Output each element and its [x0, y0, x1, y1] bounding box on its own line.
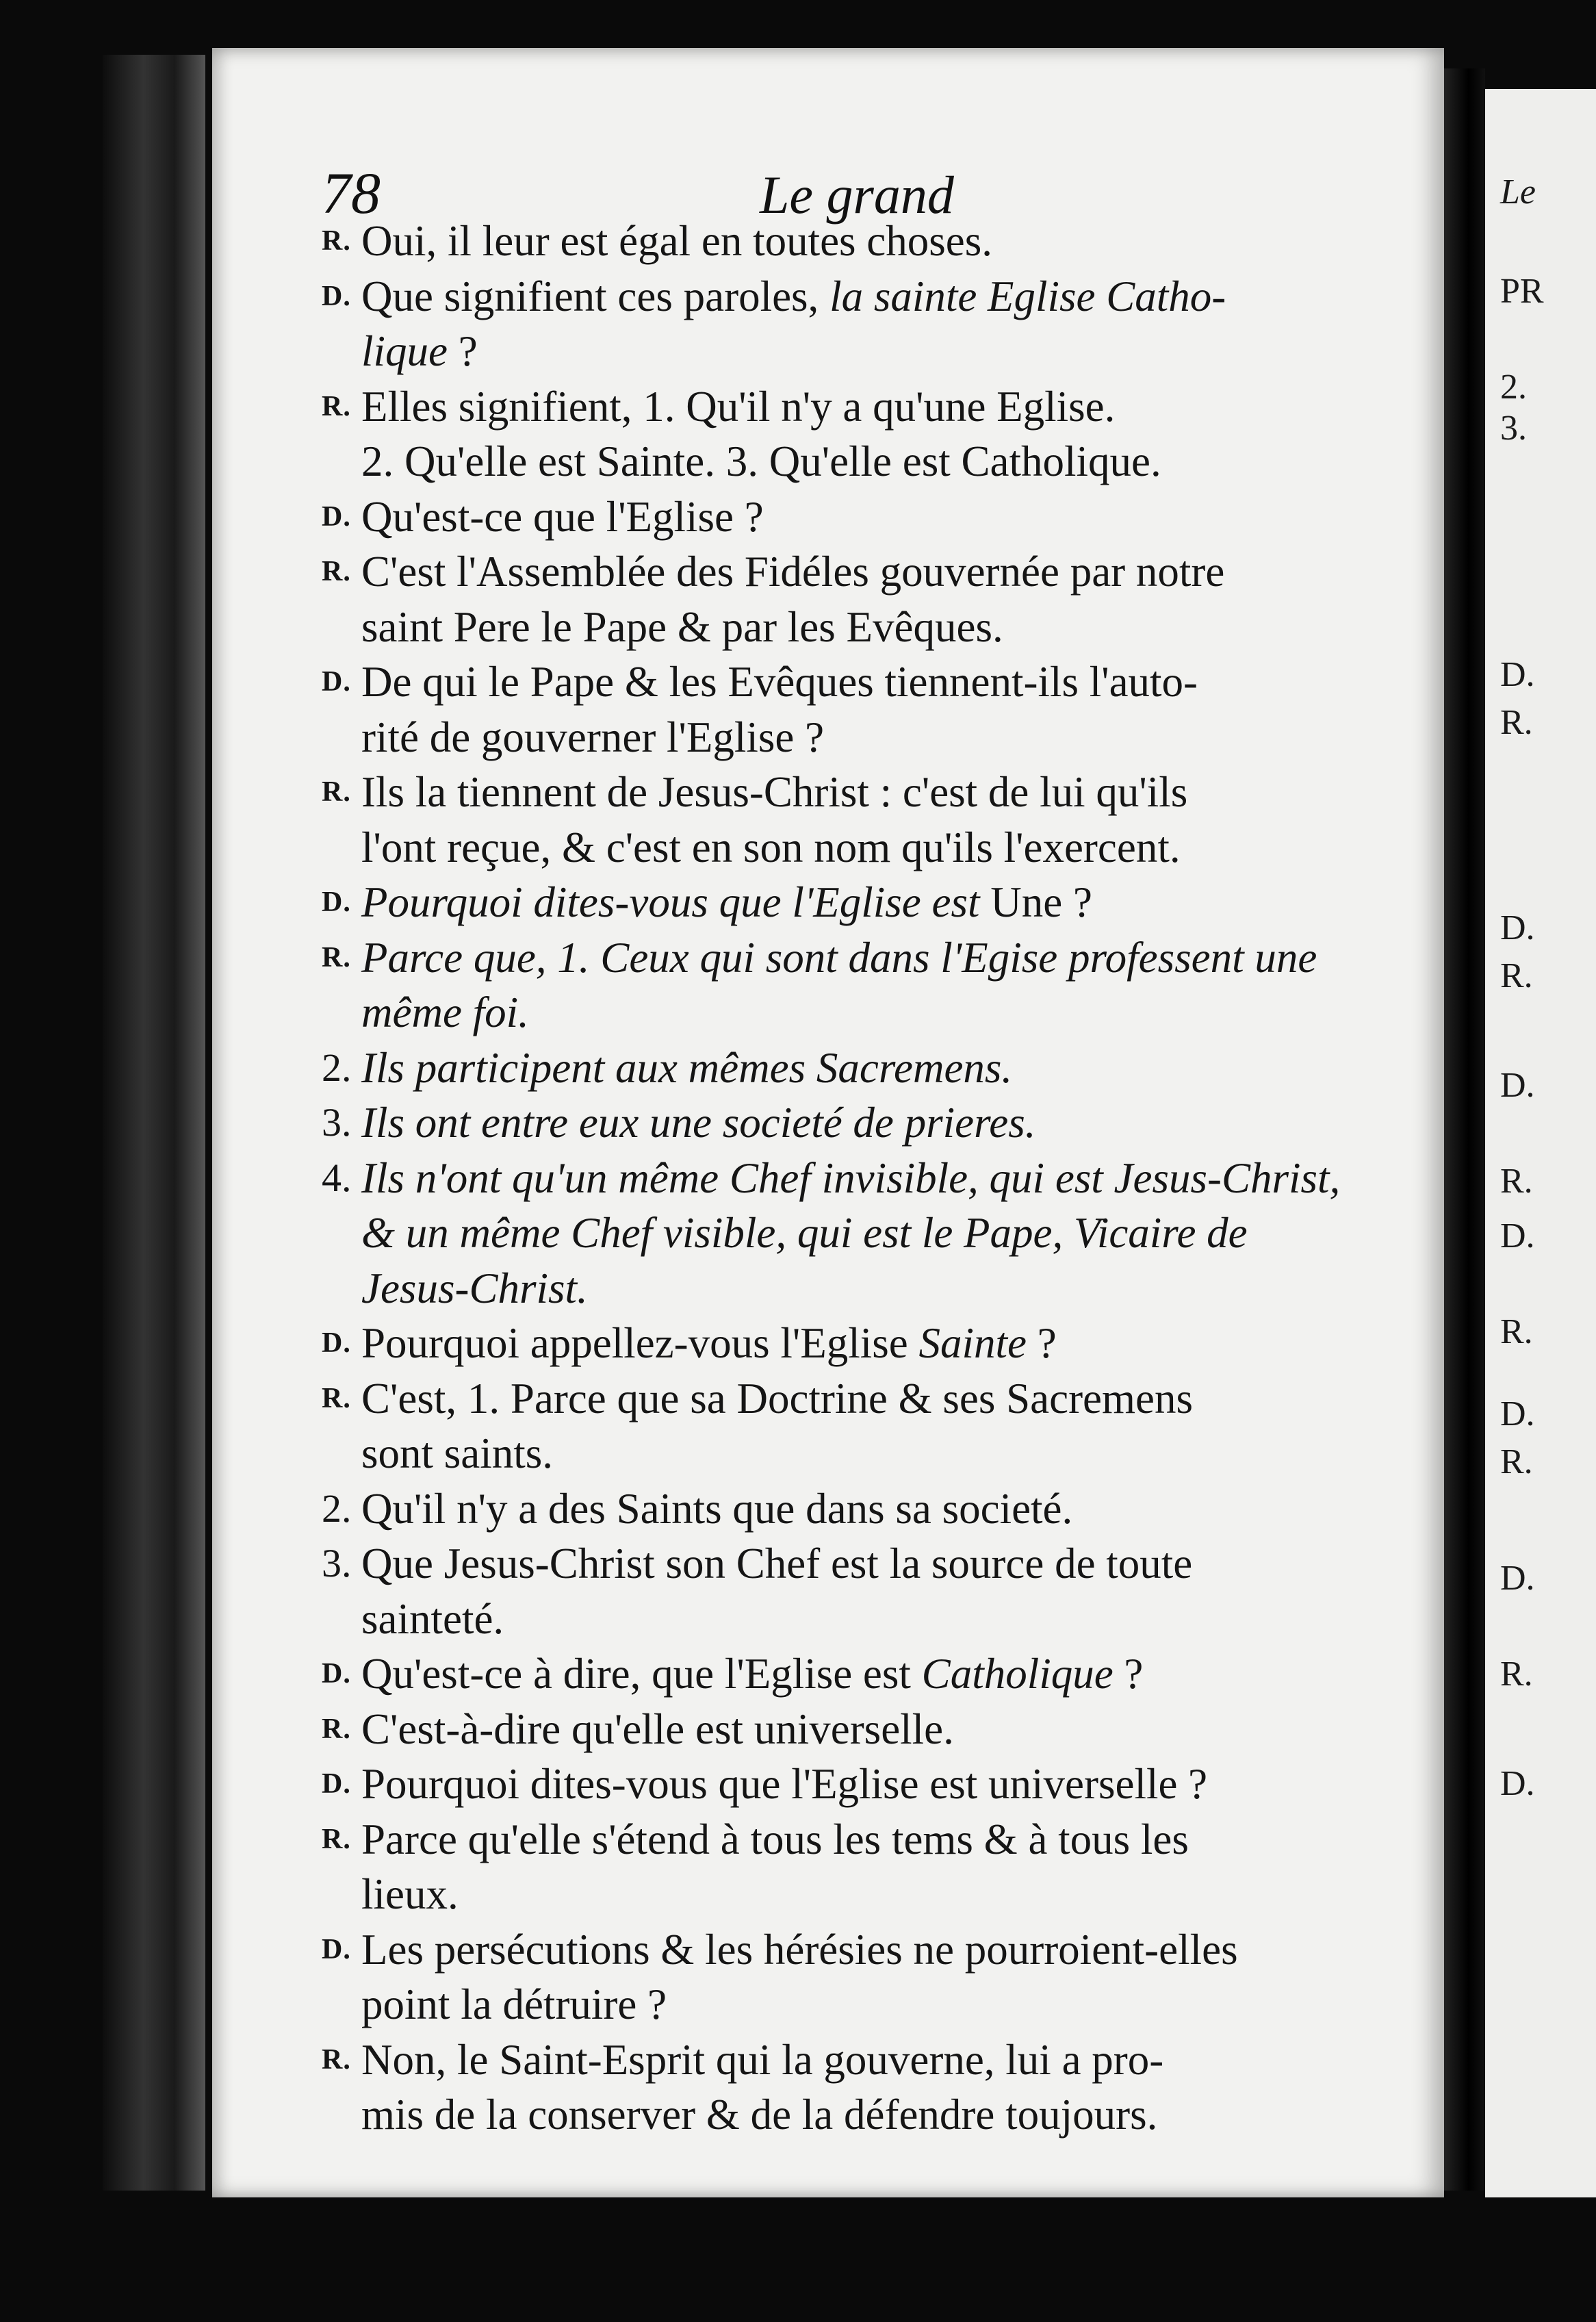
text-line: rité de gouverner l'Eglise ?: [361, 713, 825, 761]
facing-page-fragment: D.: [1500, 1559, 1535, 1598]
italic-span: Sainte: [918, 1319, 1027, 1367]
item-number: 4.: [322, 1155, 352, 1200]
facing-page-fragment: 3.: [1500, 409, 1527, 448]
numbered-item: [322, 1041, 1396, 1096]
italic-span: Pourquoi dites-vous que l'Eglise est: [361, 878, 980, 926]
entry-marker: R.: [322, 941, 351, 973]
entry-marker: D.: [322, 500, 351, 533]
facing-page-fragment: R.: [1500, 1655, 1533, 1694]
text-line: Que Jesus-Christ son Chef est la source de toute: [361, 1540, 1193, 1587]
question-entry: [322, 875, 1396, 930]
page-number: 78: [322, 160, 381, 226]
answer-entry: [322, 214, 1396, 269]
text-line: même foi.: [361, 988, 529, 1036]
facing-page-fragment: Le: [1500, 173, 1536, 212]
text-line: & un même Chef visible, qui est le Pape, Vicaire de: [361, 1209, 1248, 1257]
text-line: point la détruire ?: [361, 1980, 667, 2028]
roman-span: Une ?: [979, 878, 1092, 926]
text-line: lieux.: [361, 1870, 459, 1918]
text-line: Ils la tiennent de Jesus-Christ : c'est de lui qu'ils: [361, 768, 1188, 816]
text-line: Non, le Saint-Esprit qui la gouverne, lui a pro-: [361, 2035, 1164, 2084]
italic-span: la sainte Eglise Catho-: [829, 272, 1226, 320]
answer-entry: [322, 765, 1396, 875]
book-spine: [103, 55, 205, 2191]
question-entry: [322, 1646, 1396, 1702]
text-line: C'est, 1. Parce que sa Doctrine & ses Sacremens: [361, 1374, 1193, 1422]
entry-marker: D.: [322, 1768, 351, 1800]
answer-entry: [322, 544, 1396, 654]
facing-page-edge: [1485, 89, 1596, 2197]
numbered-item: [322, 1151, 1396, 1316]
facing-page-fragment: D.: [1500, 655, 1535, 694]
text-line: Ils ont entre eux une societé de prieres.: [361, 1099, 1036, 1147]
roman-span: Que signifient ces paroles,: [361, 272, 830, 320]
entry-marker: R.: [322, 1713, 351, 1745]
text-line: Elles signifient, 1. Qu'il n'y a qu'une Eglise.: [361, 382, 1116, 431]
text-line: sont saints.: [361, 1429, 554, 1477]
roman-span: ?: [1113, 1650, 1144, 1698]
entry-marker: D.: [322, 1658, 351, 1689]
answer-entry: [322, 1371, 1396, 1481]
entry-marker: D.: [322, 666, 351, 698]
roman-span: Qu'est-ce à dire, que l'Eglise est: [361, 1650, 922, 1698]
text-line: Qu'il n'y a des Saints que dans sa societé.: [361, 1484, 1073, 1533]
facing-page-fragment: D.: [1500, 1066, 1535, 1105]
text-line: mis de la conserver & de la défendre toujours.: [361, 2091, 1158, 2139]
roman-span: ?: [447, 327, 478, 375]
entry-marker: R.: [322, 556, 351, 587]
numbered-item: [322, 1536, 1396, 1646]
entry-marker: D.: [322, 1327, 351, 1359]
text-line: De qui le Pape & les Evêques tiennent-ils l'auto-: [361, 658, 1198, 706]
text-line: saint Pere le Pape & par les Evêques.: [361, 602, 1003, 651]
entry-marker: R.: [322, 1823, 351, 1855]
text-line: Parce que, 1. Ceux qui sont dans l'Egise professent une: [361, 933, 1317, 982]
text-line: Ils n'ont qu'un même Chef invisible, qui est Jesus-Christ,: [361, 1153, 1341, 1202]
facing-page-fragment: D.: [1500, 908, 1535, 947]
text-line: C'est l'Assemblée des Fidéles gouvernée par notre: [361, 548, 1225, 596]
question-entry: [322, 489, 1396, 545]
answer-entry: [322, 930, 1396, 1041]
entry-marker: D.: [322, 886, 351, 918]
question-entry: [322, 1757, 1396, 1812]
item-number: 3.: [322, 1541, 352, 1585]
italic-span: lique: [361, 327, 448, 375]
item-number: 3.: [322, 1100, 352, 1145]
entry-marker: D.: [322, 1933, 351, 1965]
numbered-item: [322, 1095, 1396, 1151]
text-line: [361, 1316, 1396, 1371]
question-entry: [322, 1922, 1396, 2032]
entry-marker: R.: [322, 776, 351, 808]
entry-marker: R.: [322, 1382, 351, 1414]
item-number: 2.: [322, 1485, 352, 1531]
entry-marker: R.: [322, 225, 351, 257]
answer-entry: [322, 2032, 1396, 2143]
text-line: C'est-à-dire qu'elle est universelle.: [361, 1705, 954, 1753]
text-line: sainteté.: [361, 1594, 504, 1643]
question-entry: [322, 654, 1396, 765]
roman-span: Pourquoi appellez-vous l'Eglise: [361, 1319, 919, 1367]
text-line: l'ont reçue, & c'est en son nom qu'ils l'exercent.: [361, 823, 1181, 871]
text-line: [361, 324, 1396, 379]
answer-entry: [322, 1812, 1396, 1922]
running-head: Le grand: [760, 165, 954, 225]
facing-page-fragment: PR: [1500, 272, 1544, 311]
facing-page-fragment: D.: [1500, 1394, 1535, 1433]
text-line: [361, 875, 1396, 930]
entry-marker: D.: [322, 280, 351, 312]
roman-span: ?: [1026, 1319, 1057, 1367]
italic-span: Catholique: [921, 1650, 1114, 1698]
facing-page-fragment: R.: [1500, 1442, 1533, 1481]
answer-entry: [322, 1702, 1396, 1757]
text-line: 2. Qu'elle est Sainte. 3. Qu'elle est Catholique.: [361, 437, 1161, 485]
entry-marker: R.: [322, 390, 351, 422]
facing-page-fragment: R.: [1500, 1312, 1533, 1351]
text-line: Ils participent aux mêmes Sacremens.: [361, 1043, 1013, 1092]
facing-page-fragment: R.: [1500, 703, 1533, 742]
text-line: Jesus-Christ.: [361, 1264, 588, 1312]
text-line: [361, 1646, 1396, 1702]
facing-page-fragment: D.: [1500, 1216, 1535, 1255]
facing-page-fragment: D.: [1500, 1764, 1535, 1803]
text-line: Les persécutions & les hérésies ne pourroient-elles: [361, 1925, 1238, 1974]
facing-page-fragment: 2.: [1500, 368, 1527, 407]
text-line: Qu'est-ce que l'Eglise ?: [361, 492, 764, 541]
entry-marker: R.: [322, 2043, 351, 2076]
text-line: Pourquoi dites-vous que l'Eglise est universelle ?: [361, 1760, 1208, 1808]
facing-page-fragment: R.: [1500, 956, 1533, 995]
catechism-text: [322, 214, 1396, 2143]
facing-page-fragment: R.: [1500, 1162, 1533, 1201]
question-entry: [322, 269, 1396, 379]
answer-entry: [322, 379, 1396, 489]
text-line: Oui, il leur est égal en toutes choses.: [361, 217, 993, 265]
text-line: [361, 269, 1396, 324]
question-entry: [322, 1316, 1396, 1371]
page-gutter: [1444, 68, 1485, 2191]
item-number: 2.: [322, 1045, 352, 1090]
numbered-item: [322, 1481, 1396, 1537]
text-line: Parce qu'elle s'étend à tous les tems & à tous les: [361, 1815, 1189, 1863]
